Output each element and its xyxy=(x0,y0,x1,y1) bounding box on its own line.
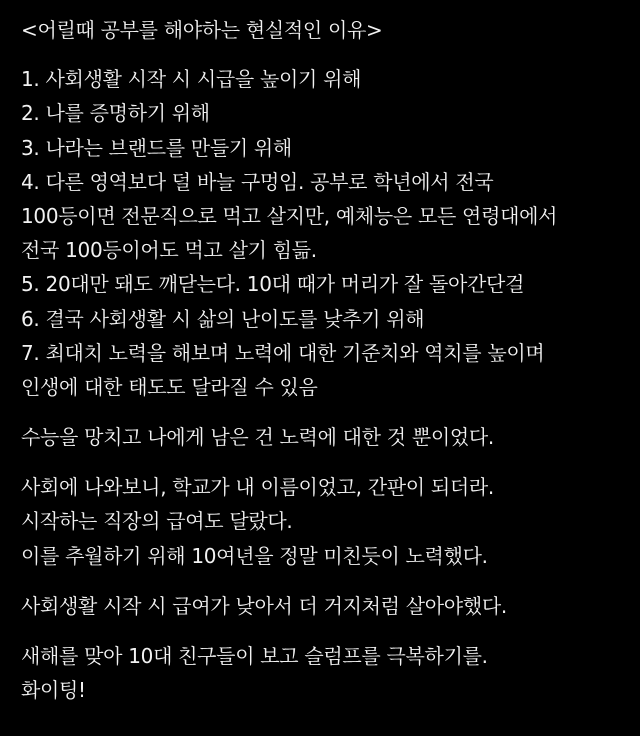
paragraph-1 xyxy=(21,420,633,454)
paragraph-line: 새해를 맞아 10대 친구들이 보고 슬럼프를 극복하기를. xyxy=(21,644,488,668)
paragraph-line: 사회에 나와보니, 학교가 내 이름이었고, 간판이 되더라. xyxy=(21,475,494,500)
paragraph-2 xyxy=(21,470,633,573)
post-body xyxy=(21,0,633,707)
paragraph-3 xyxy=(21,589,633,623)
list-line: 100등이면 전문직으로 먹고 살지만, 예체능은 모든 연령대에서 xyxy=(21,203,558,228)
paragraph-line: 이를 추월하기 위해 10여년을 정말 미친듯이 노력했다. xyxy=(21,543,488,568)
paragraph-line: 사회생활 시작 시 급여가 낮아서 더 거지처럼 살아야했다. xyxy=(21,593,507,618)
list-line: 3. 나라는 브랜드를 만들기 위해 xyxy=(21,135,292,160)
post-title: <어릴때 공부를 해야하는 현실적인 이유> xyxy=(21,18,383,42)
list-line: 인생에 대한 태도도 달라질 수 있음 xyxy=(21,374,318,399)
reasons-list xyxy=(21,62,633,404)
paragraph-line: 화이팅! xyxy=(21,678,86,703)
paragraph-4 xyxy=(21,639,633,707)
list-line: 1. 사회생활 시작 시 시급을 높이기 위해 xyxy=(21,67,362,92)
list-line: 전국 100등이어도 먹고 살기 힘듦. xyxy=(21,238,317,263)
list-line: 7. 최대치 노력을 해보며 노력에 대한 기준치와 역치를 높이며 xyxy=(21,340,545,365)
paragraph-line: 수능을 망치고 나에게 남은 건 노력에 대한 것 뿐이었다. xyxy=(21,425,494,450)
list-line: 5. 20대만 돼도 깨닫는다. 10대 때가 머리가 잘 돌아간단걸 xyxy=(21,272,525,297)
list-line: 4. 다른 영역보다 덜 바늘 구멍임. 공부로 학년에서 전국 xyxy=(21,169,494,194)
paragraph-line: 시작하는 직장의 급여도 달랐다. xyxy=(21,509,293,534)
list-line: 6. 결국 사회생활 시 삶의 난이도를 낮추기 위해 xyxy=(21,306,425,331)
list-line: 2. 나를 증명하기 위해 xyxy=(21,101,210,126)
